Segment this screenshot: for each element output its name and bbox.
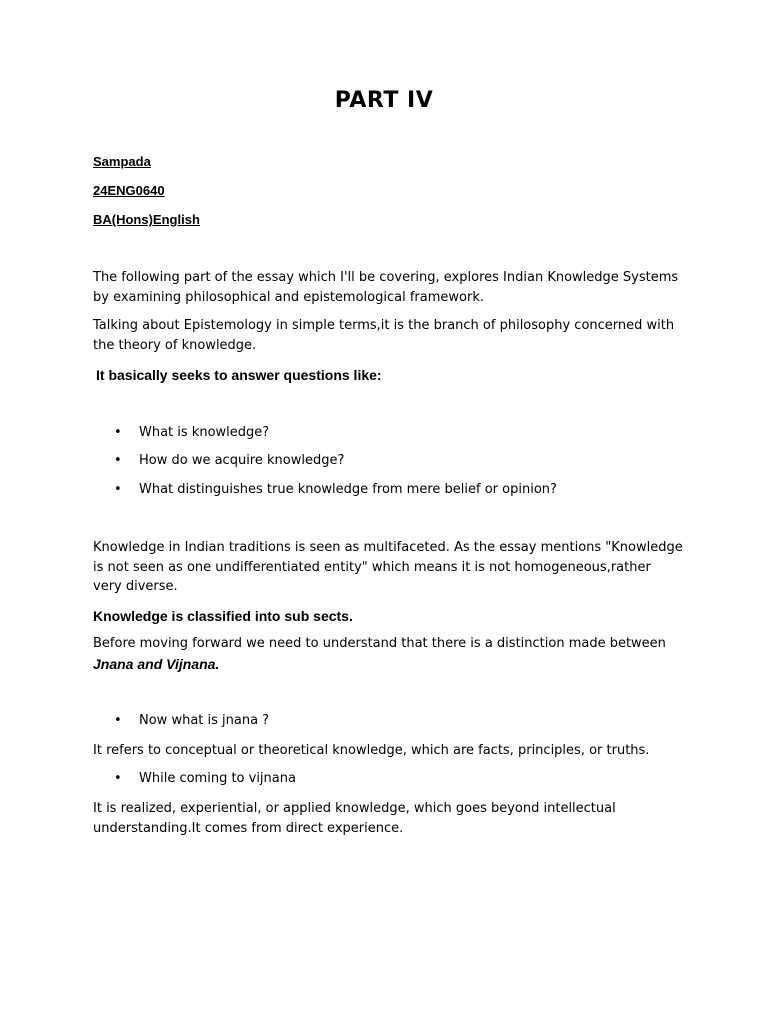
epistemology-paragraph: Talking about Epistemology in simple terms,it is the branch of philosophy concerned with the theory of knowledge. [93,318,675,353]
bullet-marker: • [114,425,122,440]
question-item: What is knowledge? [139,425,270,440]
question-item: How do we acquire knowledge? [139,453,345,468]
page-title: PART IV [334,88,434,113]
jnana-bullet-item: Now what is jnana ? [139,713,270,728]
roll-number: 24ENG0640 [93,183,165,198]
bullet-marker: • [114,771,122,786]
jnana-definition: It refers to conceptual or theoretical knowledge, which are facts, principles, or truths. [93,743,650,758]
author-name: Sampada [93,154,151,169]
intro-paragraph: The following part of the essay which I'll be covering, explores Indian Knowledge Systems by examining philosophical and epistemological framework. [93,270,679,305]
course-name: BA(Hons)English [93,212,200,227]
question-item: What distinguishes true knowledge from mere belief or opinion? [139,482,557,497]
bullet-marker: • [114,453,122,468]
vijnana-bullet-item: While coming to vijnana [139,771,296,786]
multifaceted-paragraph: Knowledge in Indian traditions is seen as multifaceted. As the essay mentions "Knowledge is not seen as one undifferentiated entity" which means it is not homogeneous,rather very diverse. [93,540,683,594]
classified-heading: Knowledge is classified into sub sects. [93,608,353,624]
questions-heading: It basically seeks to answer questions like: [96,367,382,383]
distinction-paragraph: Before moving forward we need to understand that there is a distinction made between [93,636,666,651]
bullet-marker: • [114,482,122,497]
vijnana-definition: It is realized, experiential, or applied knowledge, which goes beyond intellectual understanding.It comes from direct experience. [93,801,616,836]
bullet-marker: • [114,713,122,728]
distinction-terms: Jnana and Vijnana. [93,656,220,672]
